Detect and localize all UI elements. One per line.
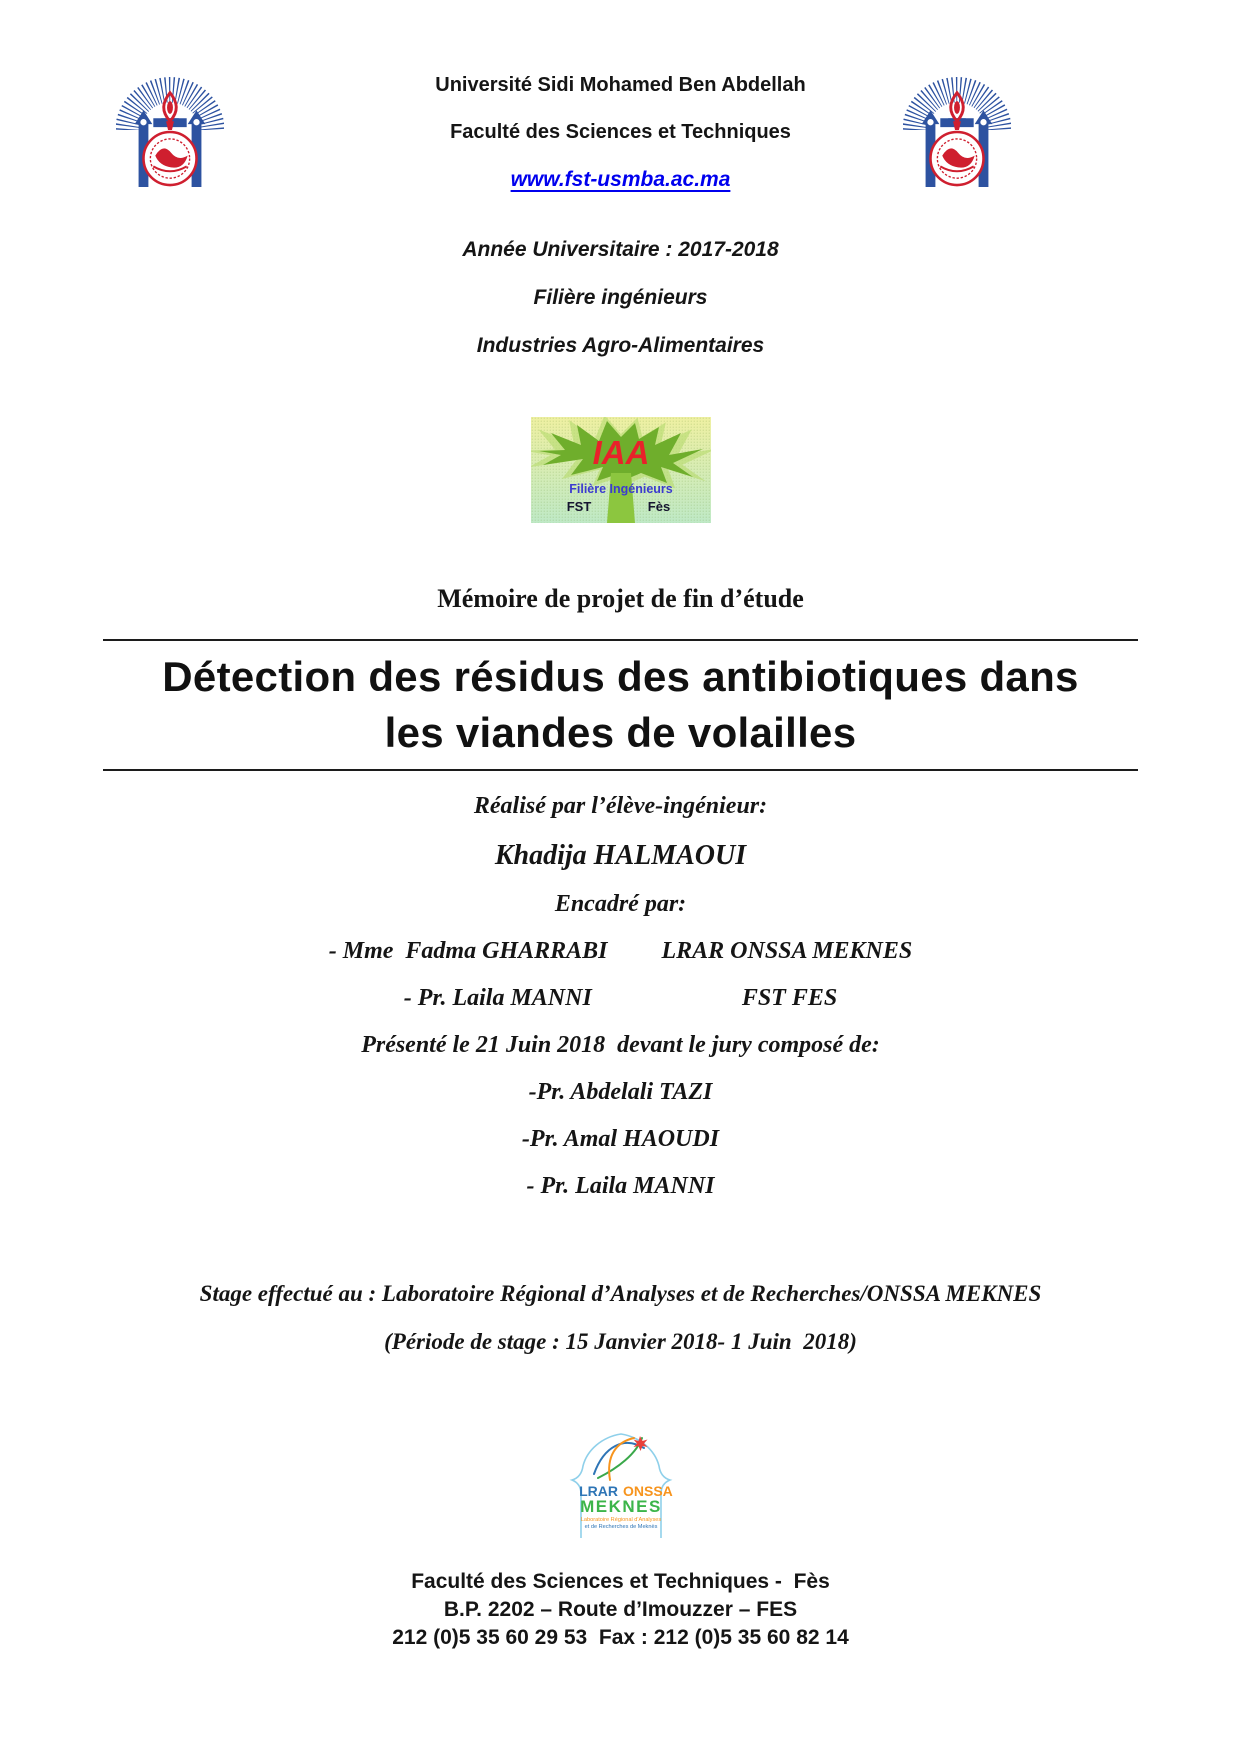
lrar-subtitle-2: et de Recherches de Meknès (584, 1524, 657, 1530)
program-track: Filière ingénieurs (533, 286, 708, 309)
memoir-heading: Mémoire de projet de fin d’étude (437, 584, 804, 613)
jury-member: - Pr. Laila MANNI (526, 1173, 715, 1199)
encadre-par-label: Encadré par: (554, 891, 687, 917)
title-divider-top (103, 639, 1138, 641)
supervisor-row (0, 936, 1241, 966)
supervisor-row (0, 983, 1241, 1013)
university-name: Université Sidi Mohamed Ben Abdellah (435, 74, 806, 96)
jury-member: -Pr. Abdelali TAZI (528, 1079, 713, 1105)
jury-member: -Pr. Amal HAOUDI (521, 1126, 720, 1152)
supervisor-affiliation: FST FES (741, 985, 838, 1011)
iaa-fes-label: Fès (647, 499, 670, 514)
footer-phone-line: 212 (0)5 35 60 29 53 Fax : 212 (0)5 35 60 82 14 (392, 1626, 849, 1649)
lrar-onssa-meknes-logo (566, 1428, 676, 1540)
footer (0, 1568, 1241, 1652)
lrar-logo-container (0, 1428, 1241, 1540)
website-link[interactable]: www.fst-usmba.ac.ma (510, 168, 731, 191)
internship-location: Stage effectué au : Laboratoire Régional d’Analyses et de Recherches/ONSSA MEKNES (199, 1281, 1042, 1306)
lrar-text: LRAR (578, 1483, 618, 1499)
student-name: Khadija HALMAOUI (494, 840, 747, 871)
faculty-name: Faculté des Sciences et Techniques (450, 121, 791, 143)
title-divider-bottom (103, 769, 1138, 771)
university-emblem-logo (116, 66, 224, 200)
document-title-line2: les viandes de volailles (384, 709, 857, 756)
document-title-line1: Détection des résidus des antibiotiques dans (162, 653, 1079, 700)
iaa-acronym: IAA (592, 434, 649, 471)
iaa-filiere-logo (531, 417, 711, 523)
program-specialty: Industries Agro-Alimentaires (476, 334, 765, 357)
academic-year: Année Universitaire : 2017-2018 (462, 238, 779, 261)
onssa-text: ONSSA (622, 1483, 673, 1499)
supervisor-name: - Mme Fadma GHARRABI (328, 938, 608, 964)
iaa-filiere-label: Filière Ingénieurs (568, 482, 673, 496)
supervisor-name: - Pr. Laila MANNI (403, 985, 592, 1011)
footer-faculty-line: Faculté des Sciences et Techniques - Fès (411, 1570, 830, 1593)
realise-par-label: Réalisé par l’élève-ingénieur: (473, 793, 768, 819)
jury-intro: Présenté le 21 Juin 2018 devant le jury composé de: (361, 1032, 880, 1058)
iaa-logo-container (0, 417, 1241, 523)
meknes-text: MEKNES (579, 1497, 662, 1516)
iaa-fst-label: FST (566, 499, 591, 514)
footer-address-line: B.P. 2202 – Route d’Imouzzer – FES (443, 1598, 798, 1621)
document-title (0, 649, 1241, 761)
university-emblem-logo (903, 66, 1011, 200)
lrar-subtitle-1: Laboratoire Régional d'Analyses (580, 1517, 661, 1523)
internship-period: (Période de stage : 15 Janvier 2018- 1 Juin 2018) (384, 1329, 857, 1354)
supervisor-affiliation: LRAR ONSSA MEKNES (661, 938, 913, 964)
